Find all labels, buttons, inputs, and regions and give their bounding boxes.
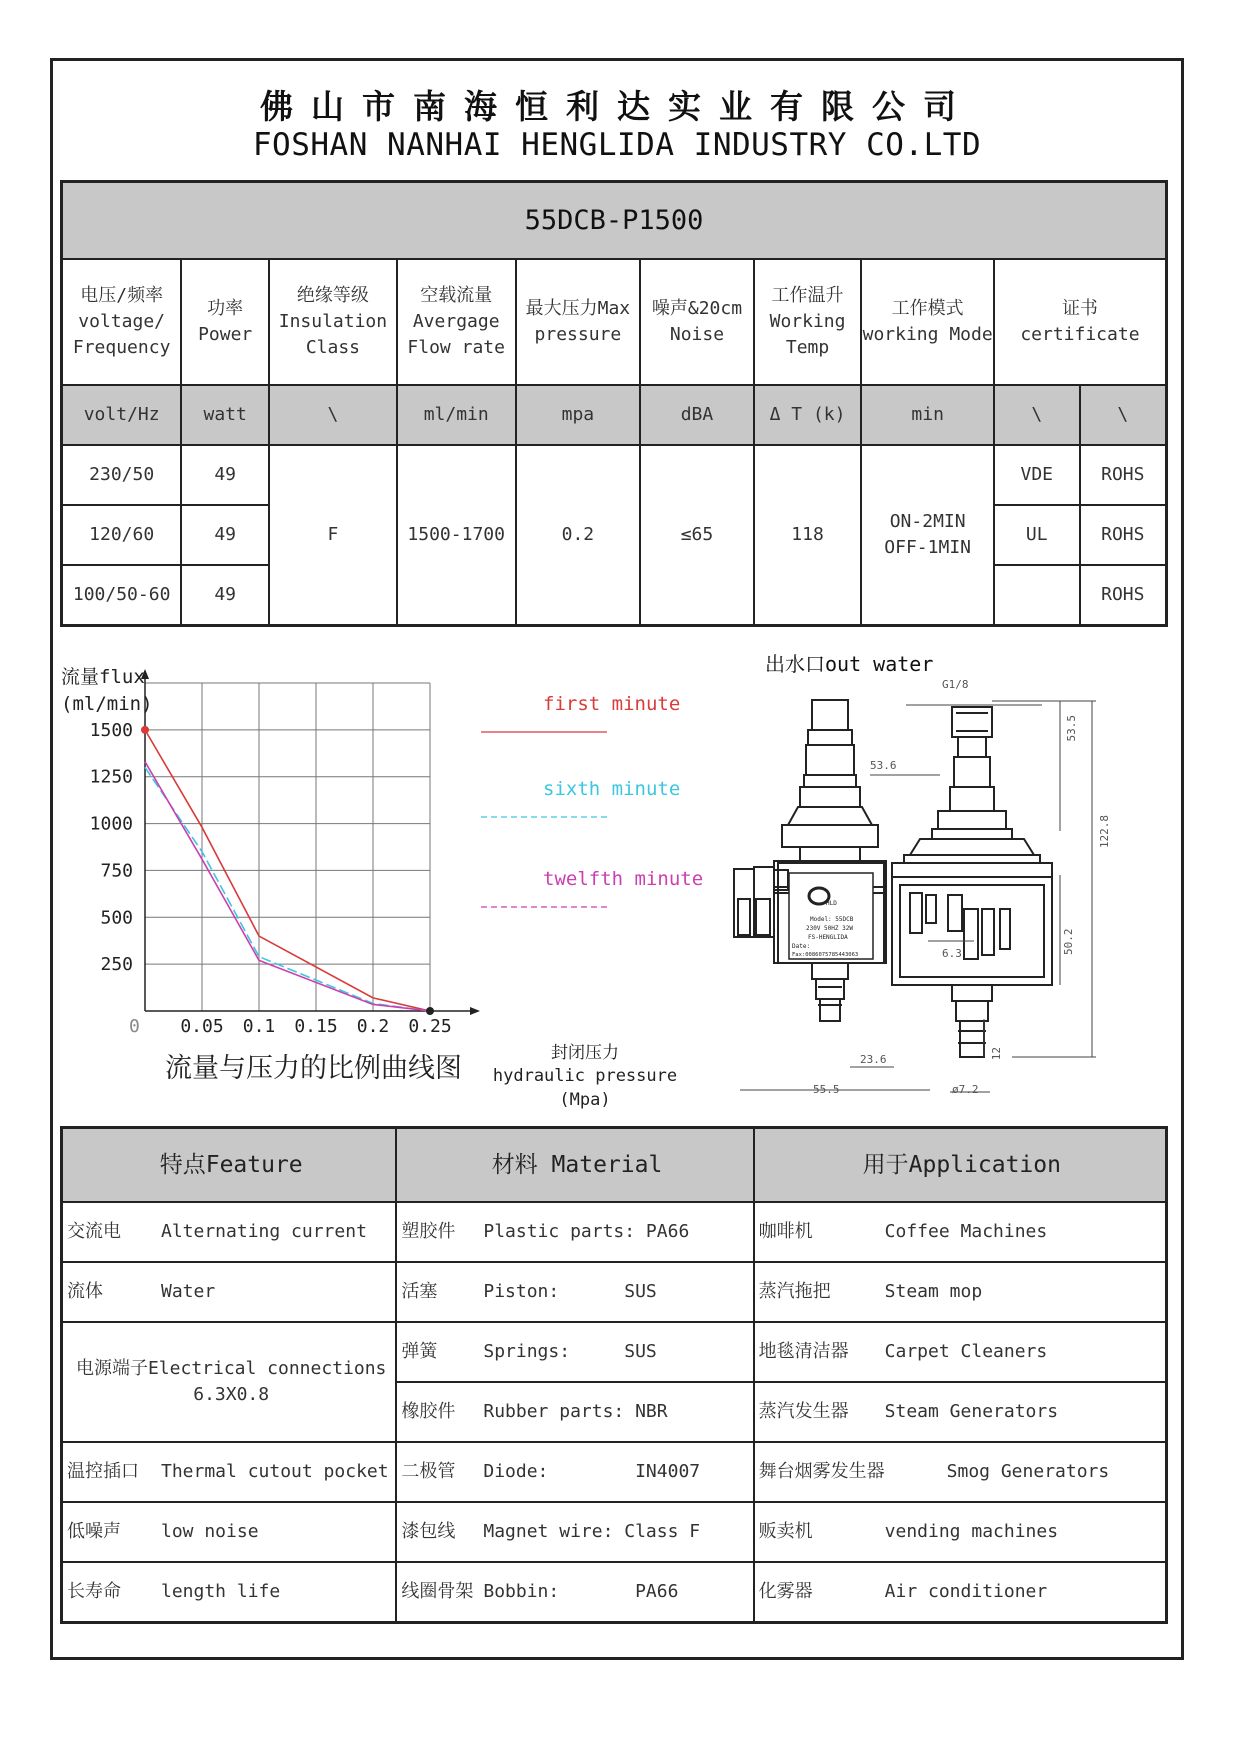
- y-tick-label: 750: [100, 860, 133, 882]
- feature-row: [62, 1502, 1167, 1562]
- feature-cell: 温控插口 Thermal cutout pocket: [62, 1442, 397, 1502]
- spec-row: [62, 445, 1167, 505]
- material-cell: 漆包线 Magnet wire: Class F: [396, 1502, 753, 1562]
- header-pressure: 最大压力Max pressure: [516, 259, 641, 385]
- voltage-cell: 120/60: [62, 505, 182, 565]
- svg-text:122.8: 122.8: [1098, 815, 1111, 849]
- x-axis-unit: (Mpa): [559, 1090, 611, 1110]
- header-certificate: 证书 certificate: [994, 259, 1167, 385]
- x-tick-label: 0.05: [180, 1016, 224, 1037]
- header-mode: 工作模式 working Mode: [861, 259, 993, 385]
- legend-label: first minute: [543, 693, 681, 715]
- application-cell: 舞台烟雾发生器 Smog Generators: [754, 1442, 1167, 1502]
- legend-label: sixth minute: [543, 778, 681, 800]
- material-cell: 活塞 Piston: SUS: [396, 1262, 753, 1322]
- feature-cell: 低噪声 low noise: [62, 1502, 397, 1562]
- pressure-cell: 0.2: [516, 445, 641, 626]
- unit-cell: dBA: [640, 385, 753, 445]
- power-cell: 49: [181, 505, 269, 565]
- application-cell: 地毯清洁器 Carpet Cleaners: [754, 1322, 1167, 1382]
- voltage-cell: 230/50: [62, 445, 182, 505]
- feature-row: [62, 1262, 1167, 1322]
- unit-cell: ml/min: [397, 385, 516, 445]
- header-voltage: 电压/频率 voltage/ Frequency: [62, 259, 182, 385]
- material-cell: 线圈骨架 Bobbin: PA66: [396, 1562, 753, 1623]
- x-tick-label: 0.25: [408, 1016, 452, 1037]
- y-axis-unit: (ml/min): [61, 693, 153, 715]
- material-cell: 二极管 Diode: IN4007: [396, 1442, 753, 1502]
- x-tick-label: 0.2: [356, 1016, 390, 1037]
- temp-cell: 118: [754, 445, 862, 626]
- unit-cell: \: [1080, 385, 1167, 445]
- feature-row: [62, 1202, 1167, 1262]
- svg-text:Date:: Date:: [792, 943, 811, 950]
- insulation-cell: F: [269, 445, 397, 626]
- model-title: 55DCB-P1500: [62, 182, 1167, 260]
- feature-cell: 电源端子Electrical connections 6.3X0.8: [62, 1322, 397, 1442]
- x-tick-label: 0.15: [294, 1016, 338, 1037]
- svg-text:12: 12: [990, 1047, 1003, 1061]
- pump-side-view: [734, 700, 886, 1021]
- x-axis-label-en: hydraulic pressure: [492, 1066, 678, 1086]
- x-tick-label: 0.1: [242, 1016, 276, 1037]
- voltage-cell: 100/50-60: [62, 565, 182, 626]
- spec-table: [60, 180, 1168, 627]
- origin-label: 0: [129, 1016, 140, 1037]
- cert2-cell: ROHS: [1080, 505, 1167, 565]
- feature-table: [60, 1126, 1168, 1624]
- svg-text:230V 50HZ 32W: 230V 50HZ 32W: [806, 925, 853, 932]
- header-power: 功率 Power: [181, 259, 269, 385]
- y-axis-label: 流量flux: [61, 666, 145, 688]
- application-cell: 咖啡机 Coffee Machines: [754, 1202, 1167, 1262]
- application-header: 用于Application: [754, 1128, 1167, 1203]
- unit-cell: min: [861, 385, 993, 445]
- chart-title: 流量与压力的比例曲线图: [165, 1053, 462, 1084]
- unit-cell: \: [994, 385, 1080, 445]
- y-tick-label: 1250: [89, 766, 133, 788]
- series-point: [426, 1007, 434, 1015]
- feature-header-row: [62, 1128, 1167, 1203]
- feature-row: [62, 1322, 1167, 1382]
- flow-pressure-chart: [55, 650, 715, 1110]
- unit-cell: mpa: [516, 385, 641, 445]
- pump-front-view: [892, 707, 1052, 1057]
- company-name-cn: 佛山市南海恒利达实业有限公司: [260, 87, 974, 126]
- application-cell: 贩卖机 vending machines: [754, 1502, 1167, 1562]
- company-name-en: FOSHAN NANHAI HENGLIDA INDUSTRY CO.LTD: [252, 127, 982, 163]
- unit-cell: volt/Hz: [62, 385, 182, 445]
- cert1-cell: VDE: [994, 445, 1080, 505]
- pump-drawing: [720, 645, 1170, 1125]
- power-cell: 49: [181, 565, 269, 626]
- spec-header-row: [62, 259, 1167, 385]
- spec-units-row: [62, 385, 1167, 445]
- header-noise: 噪声&20cm Noise: [640, 259, 753, 385]
- header-temp: 工作温升 Working Temp: [754, 259, 862, 385]
- svg-text:6.3: 6.3: [942, 947, 962, 960]
- material-cell: 橡胶件 Rubber parts: NBR: [396, 1382, 753, 1442]
- name-plate: [789, 873, 873, 959]
- power-cell: 49: [181, 445, 269, 505]
- svg-text:HLD: HLD: [826, 900, 837, 907]
- x-axis-label: 封闭压力: [551, 1043, 619, 1063]
- svg-text:53.5: 53.5: [1065, 715, 1078, 742]
- application-cell: 蒸汽发生器 Steam Generators: [754, 1382, 1167, 1442]
- y-tick-label: 1500: [89, 719, 133, 741]
- x-axis-arrow: [470, 1007, 480, 1015]
- svg-text:FS-HENGLIDA: FS-HENGLIDA: [808, 934, 848, 941]
- y-tick-label: 1000: [89, 813, 133, 835]
- cert2-cell: ROHS: [1080, 445, 1167, 505]
- svg-text:23.6: 23.6: [860, 1053, 887, 1066]
- feature-row: [62, 1442, 1167, 1502]
- unit-cell: \: [269, 385, 397, 445]
- unit-cell: watt: [181, 385, 269, 445]
- cert2-cell: ROHS: [1080, 565, 1167, 626]
- svg-text:55.5: 55.5: [813, 1083, 840, 1096]
- svg-text:50.2: 50.2: [1062, 928, 1075, 955]
- y-tick-label: 500: [100, 907, 133, 929]
- material-cell: 弹簧 Springs: SUS: [396, 1322, 753, 1382]
- application-cell: 化雾器 Air conditioner: [754, 1562, 1167, 1623]
- series-point: [141, 726, 149, 734]
- unit-cell: Δ T (k): [754, 385, 862, 445]
- header-insulation: 绝缘等级 Insulation Class: [269, 259, 397, 385]
- feature-row: [62, 1562, 1167, 1623]
- feature-cell: 长寿命 length life: [62, 1562, 397, 1623]
- feature-header: 特点Feature: [62, 1128, 397, 1203]
- cert1-cell: UL: [994, 505, 1080, 565]
- cert1-cell: [994, 565, 1080, 626]
- material-header: 材料 Material: [396, 1128, 753, 1203]
- material-cell: 塑胶件 Plastic parts: PA66: [396, 1202, 753, 1262]
- feature-cell: 流体 Water: [62, 1262, 397, 1322]
- legend-label: twelfth minute: [543, 868, 704, 890]
- svg-text:Model: 55DCB: Model: 55DCB: [810, 916, 854, 923]
- svg-text:53.6: 53.6: [870, 759, 897, 772]
- mode-cell: ON-2MIN OFF-1MIN: [861, 445, 993, 626]
- svg-text:Fax:0086075785443063: Fax:0086075785443063: [792, 952, 859, 958]
- application-cell: 蒸汽拖把 Steam mop: [754, 1262, 1167, 1322]
- svg-text:ø7.2: ø7.2: [952, 1083, 979, 1096]
- outlet-label: 出水口out water: [765, 652, 934, 676]
- flow-cell: 1500-1700: [397, 445, 516, 626]
- header-flow: 空载流量 Avergage Flow rate: [397, 259, 516, 385]
- y-tick-label: 250: [100, 954, 133, 976]
- feature-cell: 交流电 Alternating current: [62, 1202, 397, 1262]
- svg-text:G1/8: G1/8: [942, 678, 969, 691]
- series-line: [145, 762, 430, 1011]
- noise-cell: ≤65: [640, 445, 753, 626]
